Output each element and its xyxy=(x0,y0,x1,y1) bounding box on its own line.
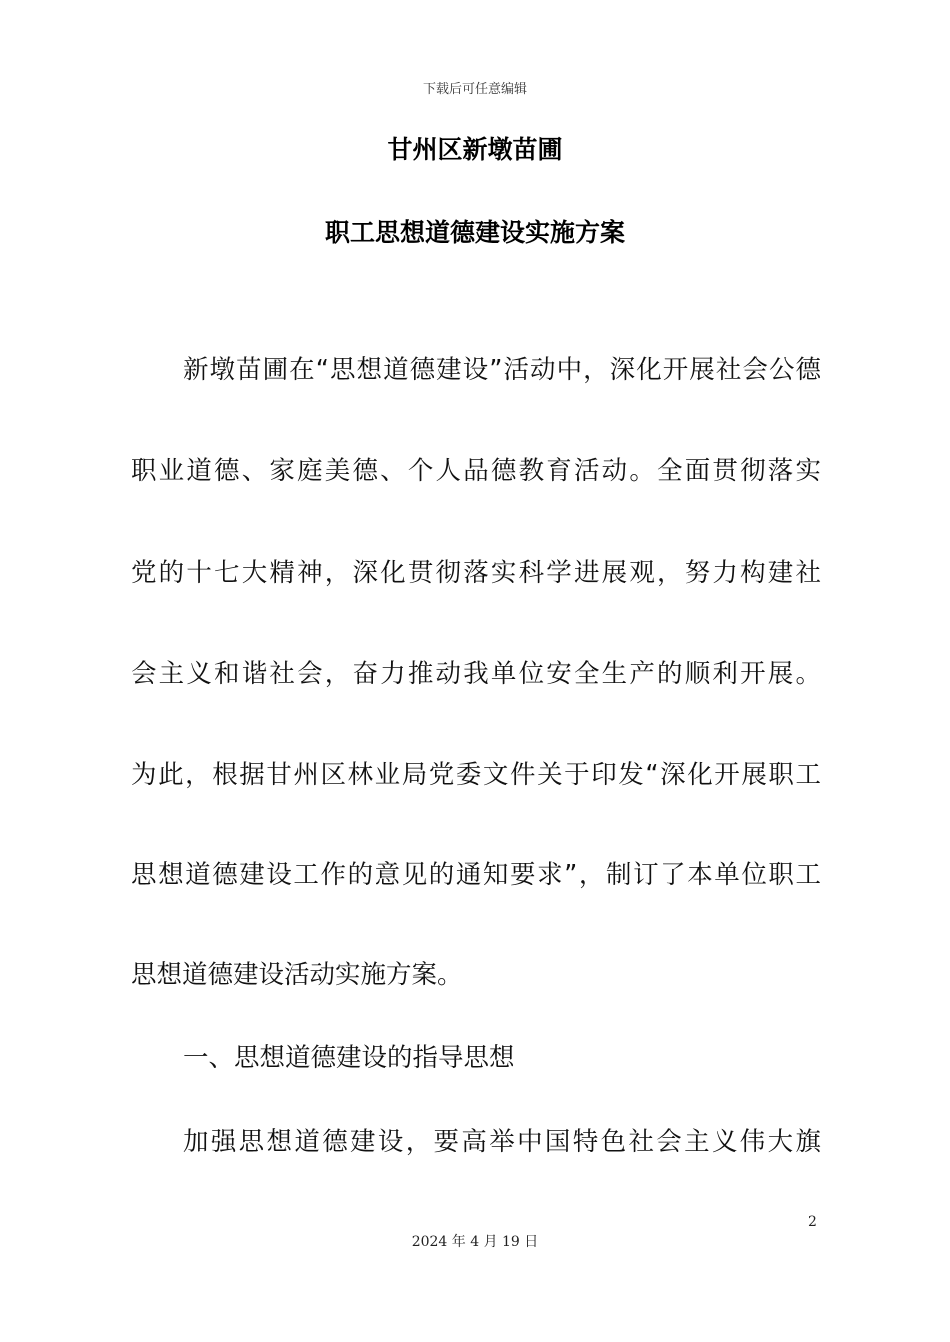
paragraph-line: 思想道德建设工作的意见的通知要求”，制订了本单位职工 xyxy=(131,860,821,890)
page-number: 2 xyxy=(808,1214,817,1230)
paragraph-line: 会主义和谐社会，奋力推动我单位安全生产的顺利开展。 xyxy=(131,659,821,689)
paragraph-line: 党的十七大精神，深化贯彻落实科学进展观，努力构建社 xyxy=(131,558,821,588)
section-heading: 一、思想道德建设的指导思想 xyxy=(183,1043,515,1073)
document-title-line1: 甘州区新墩苗圃 xyxy=(387,135,563,164)
paragraph-line: 为此，根据甘州区林业局党委文件关于印发“深化开展职工 xyxy=(131,760,821,790)
paragraph-line: 新墩苗圃在“思想道德建设”活动中，深化开展社会公德 xyxy=(183,355,821,385)
header-note: 下载后可任意编辑 xyxy=(422,82,527,97)
paragraph-line: 加强思想道德建设，要高举中国特色社会主义伟大旗 xyxy=(183,1127,821,1157)
footer-date: 2024 年 4 月 19 日 xyxy=(411,1234,539,1250)
paragraph-line: 职业道德、家庭美德、个人品德教育活动。全面贯彻落实 xyxy=(131,456,821,486)
document-title-line2: 职工思想道德建设实施方案 xyxy=(324,218,625,247)
paragraph-line: 思想道德建设活动实施方案。 xyxy=(131,960,463,990)
